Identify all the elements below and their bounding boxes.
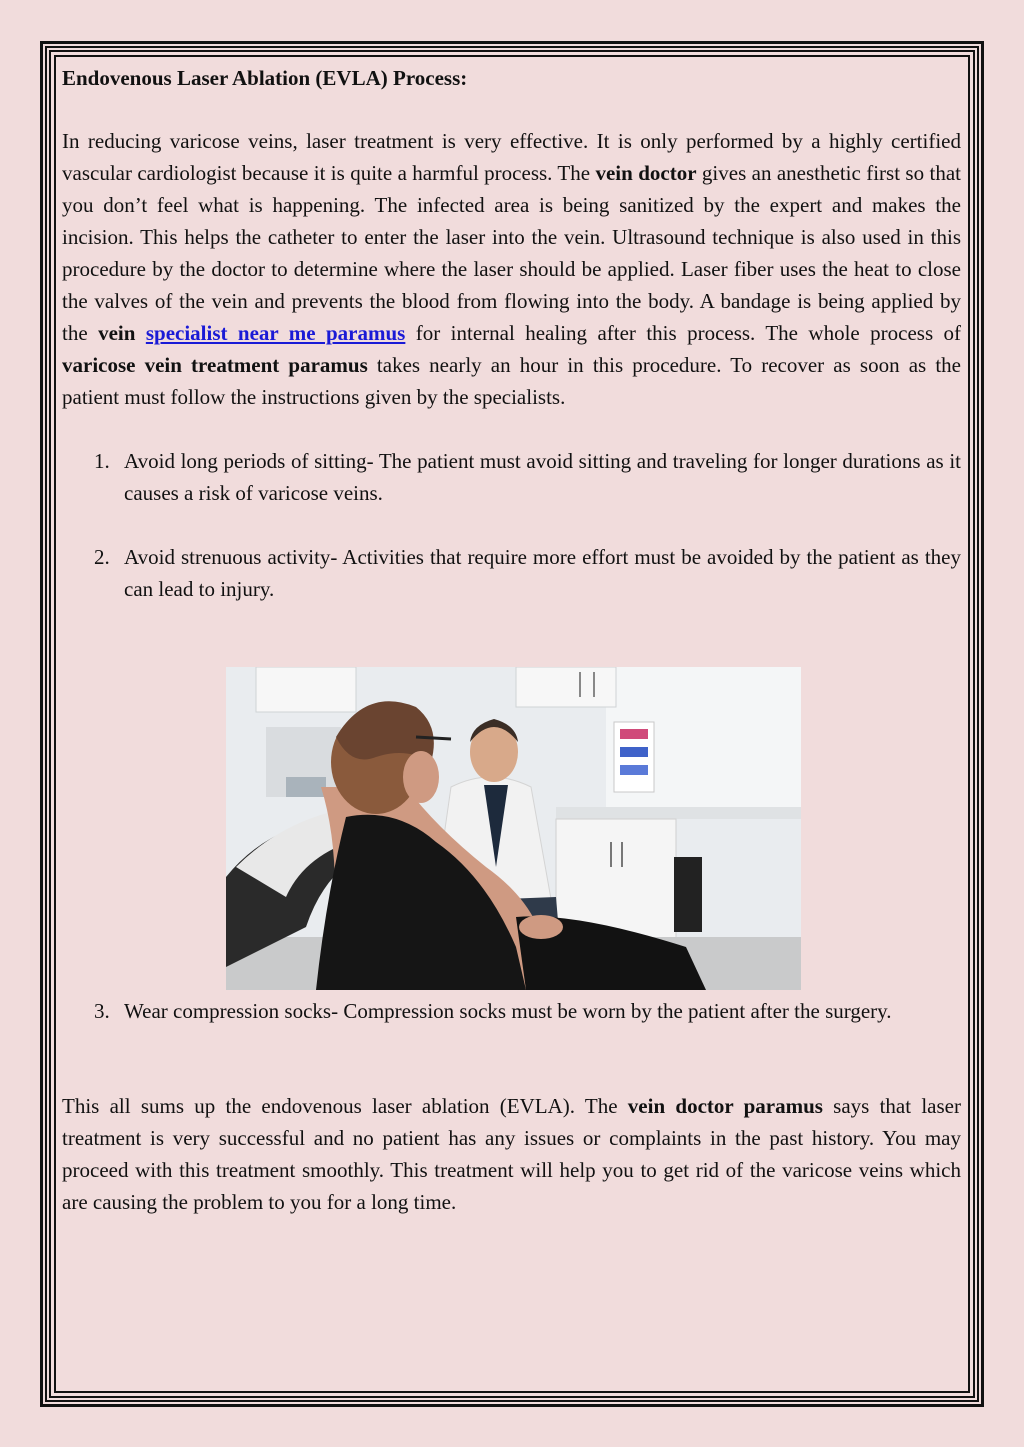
section-heading: Endovenous Laser Ablation (EVLA) Process:: [62, 66, 468, 90]
intro-bold-treatment: varicose vein treatment paramus: [62, 353, 368, 377]
list-item-number: 3.: [94, 999, 110, 1023]
document-body: [62, 62, 961, 1218]
intro-paragraph: [62, 125, 961, 413]
list-item-number: 1.: [94, 449, 110, 473]
list-item-text: Wear compression socks- Compression socks must be worn by the patient after the surgery.: [124, 999, 892, 1023]
list-item-text: Avoid strenuous activity- Activities that require more effort must be avoided by the patient as they can lead to injury.: [124, 545, 961, 601]
list-item: [62, 445, 961, 509]
conclusion-bold-vein-doctor-paramus: vein doctor paramus: [627, 1094, 823, 1118]
intro-bold-vein: vein: [98, 321, 136, 345]
list-item: [62, 995, 961, 1027]
clinic-consultation-photo: [226, 667, 801, 990]
intro-text-1: In reducing varicose veins, laser treatment is very effective. It is only performed by a highly certified vascular cardiologist because it is quite a harmful process. The: [62, 129, 961, 185]
conclusion-text-2: says that laser treatment is very successful and no patient has any issues or complaints in the past history. You may proceed with this treatment smoothly. This treatment will help you to get rid of the varicose veins which are causing the problem to you for a long time.: [62, 1094, 961, 1214]
list-item-text: Avoid long periods of sitting- The patient must avoid sitting and traveling for longer durations as it causes a risk of varicose veins.: [124, 449, 961, 505]
intro-text-3: for internal healing after this process. The whole process of: [405, 321, 962, 345]
intro-text-2: gives an anesthetic first so that you don’t feel what is happening. The infected area is being sanitized by the expert and makes the incision. This helps the catheter to enter the laser into the vein. Ultrasound technique is also used in this procedure by the doctor to determine where the laser should be applied. Laser fiber uses the heat to close the valves of the vein and prevents the blood from flowing into the body. A bandage is being applied by the: [62, 161, 961, 345]
intro-text-4: takes nearly an hour in this procedure. To recover as soon as the patient must follow the instructions given by the specialists.: [62, 353, 961, 409]
list-item-number: 2.: [94, 545, 110, 569]
intro-bold-vein-doctor: vein doctor: [595, 161, 697, 185]
conclusion-text-1: This all sums up the endovenous laser ablation (EVLA). The: [62, 1094, 628, 1118]
conclusion-paragraph: [62, 1090, 961, 1218]
specialist-link[interactable]: specialist near me paramus: [145, 321, 406, 345]
list-item: [62, 541, 961, 605]
